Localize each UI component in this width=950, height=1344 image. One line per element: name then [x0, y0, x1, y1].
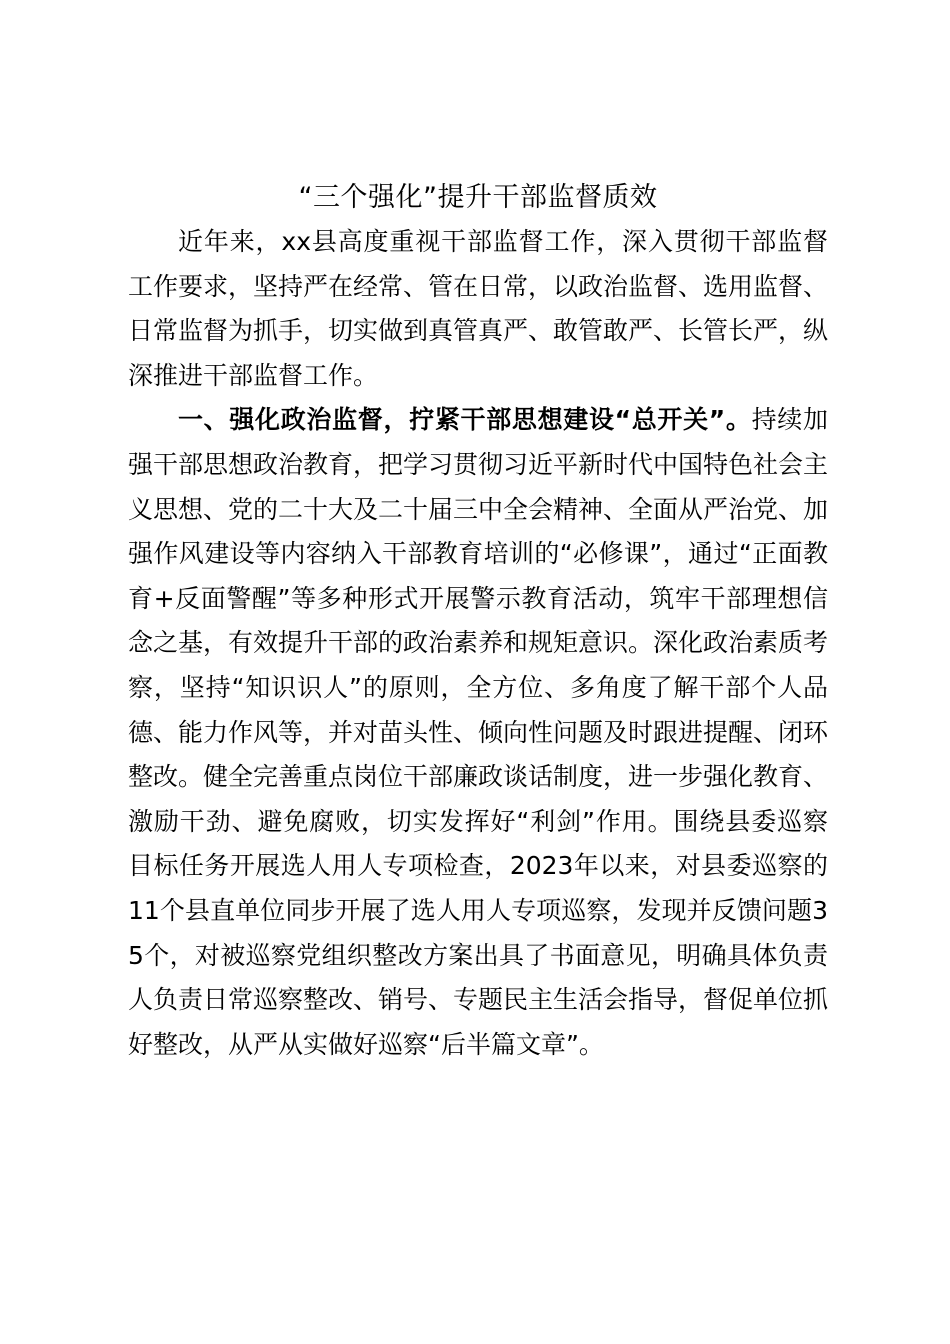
section-1-paragraph [128, 398, 828, 1067]
document-page [128, 176, 828, 1067]
intro-paragraph: 近年来，xx县高度重视干部监督工作，深入贯彻干部监督工作要求，坚持严在经常、管在日常，以政治监督、选用监督、日常监督为抓手，切实做到真管真严、敢管敢严、长管长严，纵深推进干部监督工作。 [128, 227, 829, 390]
section-1-body: 持续加强干部思想政治教育，把学习贯彻习近平新时代中国特色社会主义思想、党的二十大及二十届三中全会精神、全面从严治党、加强作风建设等内容纳入干部教育培训的“必修课”，通过“正面教育+反面警醒”等多种形式开展警示教育活动，筑牢干部理想信念之基，有效提升干部的政治素养和规矩意识。深化政治素质考察，坚持“知识识人”的原则，全方位、多角度了解干部个人品德、能力作风等，并对苗头性、倾向性问题及时跟进提醒、闭环整改。健全完善重点岗位干部廉政谈话制度，进一步强化教育、激励干劲、避免腐败，切实发挥好“利剑”作用。围绕县委巡察目标任务开展选人用人专项检查，2023年以来，对县委巡察的11个县直单位同步开展了选人用人专项巡察，发现并反馈问题35个，对被巡察党组织整改方案出具了书面意见，明确具体负责人负责日常巡察整改、销号、专题民主生活会指导，督促单位抓好整改，从严从实做好巡察“后半篇文章”。 [128, 405, 829, 1059]
document-title: “三个强化”提升干部监督质效 [298, 182, 658, 213]
section-1-heading: 一、强化政治监督，拧紧干部思想建设“总开关”。 [178, 405, 752, 435]
